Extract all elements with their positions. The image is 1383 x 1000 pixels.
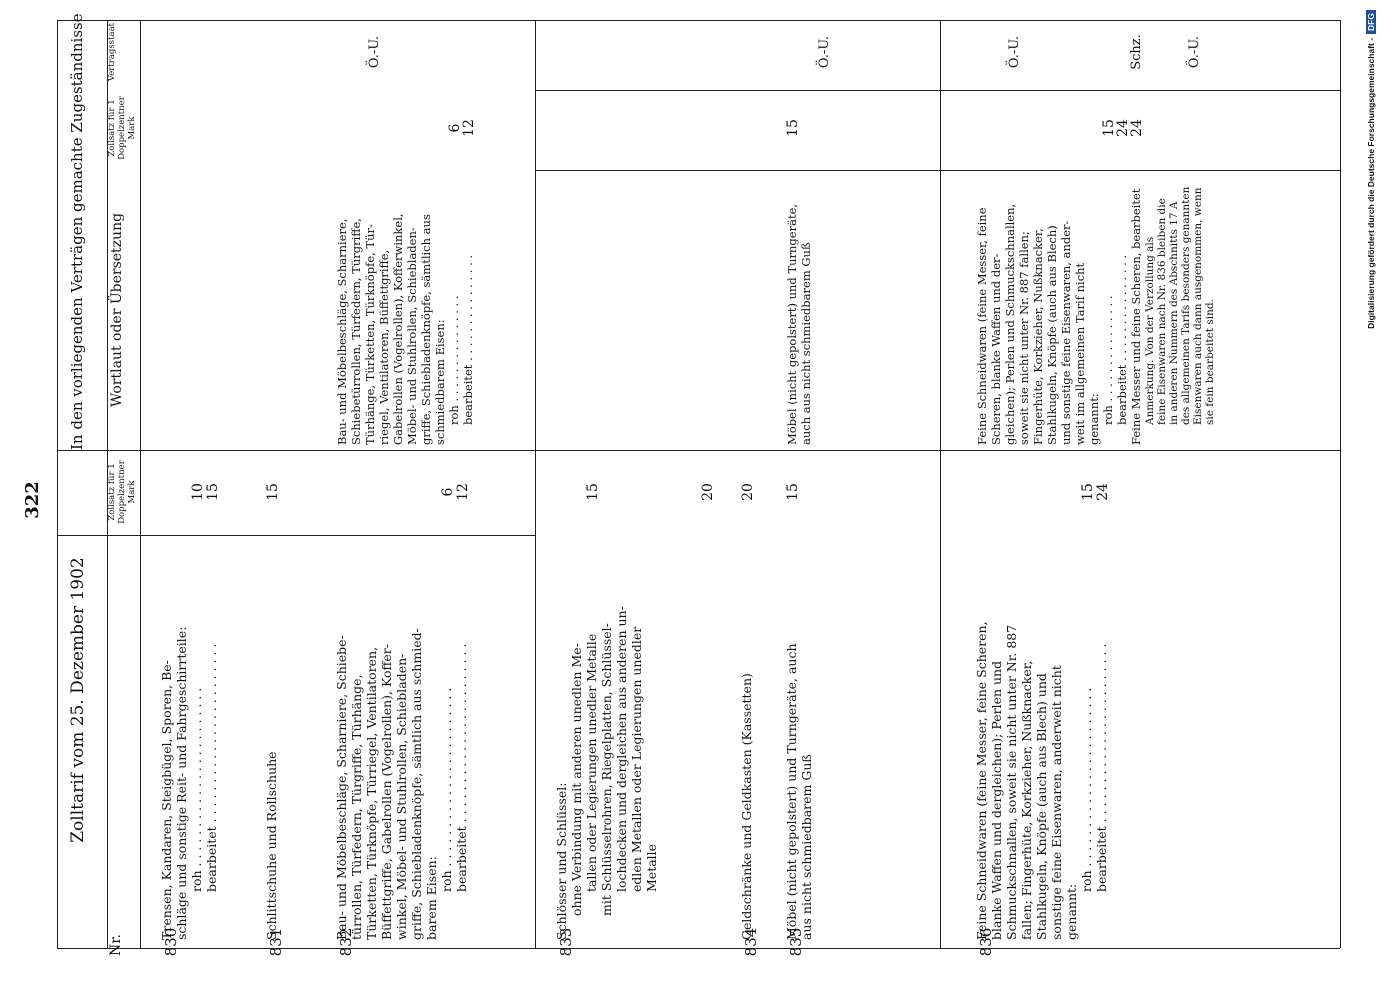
credit-frame <box>1366 10 1380 990</box>
row-836-sub-rate-0: 15 <box>1080 483 1096 501</box>
row-831-rate: 15 <box>265 483 281 501</box>
col-treaty-state-header-frame <box>107 22 137 82</box>
rule-bottom <box>140 948 1340 949</box>
row-836-note-5: sie fein bearbeitet sind. <box>1204 299 1216 425</box>
row-835-text-1-frame <box>800 540 816 940</box>
row-836-sub-1-frame <box>1095 540 1111 892</box>
rule-left-block-right <box>57 450 535 451</box>
row-833-subline-1: tallen oder Legierungen unedler Metalle <box>584 633 599 892</box>
row-830-sub-0: roh . . . . . . . . . . . . . . . . . . . . . . . <box>189 687 204 892</box>
row-833-subline-4: edlen Metallen oder Legierungen unedler <box>629 626 644 892</box>
row-832-right-sub-rate-1: 12 <box>461 119 477 137</box>
col-nr-header: Nr. <box>108 934 124 956</box>
row-nr-832: 832 <box>337 927 355 957</box>
row-832-right-sub-rate-0: 6 <box>447 123 463 133</box>
row-835-right-rate: 15 <box>785 119 801 137</box>
row-832-state: Ö.-U. <box>367 35 382 69</box>
col-wording-header: Wortlaut oder Übersetzung <box>109 212 125 408</box>
row-836-text-4: Stahlkugeln, Knöpfe (auch aus Blech) und <box>1034 673 1049 940</box>
rule-header-left <box>57 20 58 948</box>
row-835-right-text-0: Möbel (nicht gepolstert) und Turngeräte, <box>785 203 799 445</box>
row-832-right-sub-1-frame <box>461 175 477 425</box>
credit-text <box>1366 10 1380 990</box>
row-nr-830: 830 <box>162 927 180 957</box>
rule-left <box>140 20 141 948</box>
row-833-subline-0: ohne Verbindung mit anderen unedlen Me- <box>569 643 584 916</box>
row-832-sub-rate-1: 12 <box>455 483 471 501</box>
row-836-state: Ö.-U. <box>1007 35 1022 69</box>
row-830-sub-rate-0-frame <box>190 472 206 512</box>
row-835-text-0: Möbel (nicht gepolstert) und Turngeräte, auch <box>784 643 799 940</box>
row-836-right-sub-rate-0: 15 <box>1101 119 1117 137</box>
row-836-note-2: in anderen Nummern des Abschnitts 17 A <box>1168 201 1180 425</box>
row-833-rate-1-frame <box>700 472 716 512</box>
row-832-text-2: Türketten, Türknöpfe, Türriegel, Ventilatoren, <box>364 646 379 940</box>
left-table-title-frame <box>68 490 92 910</box>
row-830-text-0: Trensen, Kandaren, Steigbügel, Sporen, Be- <box>159 660 174 940</box>
credit-label: Digitalisierung gefördert durch die Deutsche Forschungsgemeinschaft - <box>1366 37 1376 329</box>
left-table-title: Zolltarif vom 25. Dezember 1902 <box>68 557 88 843</box>
row-833-subline-5-frame <box>645 540 661 892</box>
row-nr-836: 836 <box>977 927 995 957</box>
row-835-rate: 15 <box>785 483 801 501</box>
row-836-text-6: genannt: <box>1064 883 1079 940</box>
rule-right-rate-top <box>535 90 1340 91</box>
row-836-note-1: feine Eisenwaren nach Nr. 836 bleiben die <box>1156 198 1168 425</box>
rule-right-row-sep <box>535 450 1340 451</box>
row-836-sub-1: bearbeitet . . . . . . . . . . . . . . . . . . . . . . . <box>1094 643 1109 892</box>
row-836-right-text-8: genannt: <box>1087 393 1101 445</box>
col-rate-header: Zollsatz für 1 Doppelzentner Mark <box>107 460 137 524</box>
page-number: 322 <box>22 481 43 519</box>
row-836-extra-line-frame <box>1129 175 1145 445</box>
row-830-sub-1: bearbeitet . . . . . . . . . . . . . . . . . . . . . . . <box>204 643 219 892</box>
row-836-note-state-frame <box>1187 27 1203 77</box>
row-835-rate-frame <box>785 472 801 512</box>
right-table-title: In den vorliegenden Verträgen gemachte Zugeständnisse <box>68 13 86 450</box>
rule-mid-split <box>535 20 536 450</box>
row-832-right-text-4: Gabelrollen (Vogelrollen), Kofferwinkel, <box>391 213 405 445</box>
row-836-text-3: fallen; Fingerhüte, Korkzieher, Nußknacker, <box>1019 660 1034 940</box>
row-832-text-1: türrollen, Türfedern, Türgriffe, Türhänge, <box>349 674 364 940</box>
row-832-sub-rate-0: 6 <box>440 487 456 497</box>
row-836-note-5-frame <box>1204 175 1218 425</box>
row-836-note-state: Ö.-U. <box>1187 35 1202 69</box>
row-836-sub-rate-1-frame <box>1095 472 1111 512</box>
row-836-right-text-3: soweit sie nicht unter Nr. 887 fallen; <box>1017 231 1031 445</box>
row-833-subline-2: mit Schlüsselrohren, Riegelplatten, Schlüssel- <box>599 623 614 916</box>
col-rate-header-frame <box>107 452 137 532</box>
row-833-rate-1: 20 <box>700 483 716 501</box>
row-832-state-frame <box>367 27 383 77</box>
rule-end <box>1340 20 1341 948</box>
col-treaty-state-header: Vertragsstaat <box>107 22 117 82</box>
row-836-extra-state: Schz. <box>1129 34 1144 70</box>
row-836-right-text-2: gleichen); Perlen und Schmuckschnallen, <box>1003 203 1017 445</box>
row-836-extra-line: Feine Messer und feine Scheren, bearbeitet <box>1129 188 1143 445</box>
row-834-rate-frame <box>740 472 756 512</box>
row-836-right-text-7: weit im allgemeinen Tarif nicht <box>1073 262 1087 445</box>
row-836-extra-rate-frame <box>1129 108 1145 148</box>
row-836-right-sub-1: bearbeitet . . . . . . . . . . . . . . . <box>1115 254 1129 425</box>
row-830-sub-rate-1-frame <box>205 472 221 512</box>
row-nr-831: 831 <box>267 927 285 957</box>
row-834-text-0-frame <box>740 540 756 940</box>
row-833-subline-5: Metalle <box>644 843 659 892</box>
row-836-right-text-6: und sonstige feine Eisenwaren, ander- <box>1059 220 1073 445</box>
page-number-frame <box>22 470 52 530</box>
row-832-right-text-1: Schiebetürrollen, Türfedern, Türgriffe, <box>349 218 363 445</box>
row-836-sub-rate-1: 24 <box>1095 483 1111 501</box>
row-831-text-0: Schlittschuhe und Rollschuhe <box>264 751 279 940</box>
row-833-subline-4-frame <box>630 540 646 892</box>
row-832-right-text-2: Türhänge, Türketten, Türknöpfe, Tür- <box>363 224 377 445</box>
row-836-note-0: Anmerkung. Von der Verzollung als <box>1144 236 1156 425</box>
row-832-right-text-7: schmiedbarem Eisen: <box>433 319 447 445</box>
row-835-text-1: aus nicht schmiedbarem Guß <box>799 754 814 940</box>
row-835-right-text-1-frame <box>799 175 815 445</box>
row-836-text-0: Feine Schneidwaren (feine Messer, feine Scheren, <box>974 621 989 940</box>
row-836-text-2: Schmuckschnallen, soweit sie nicht unter Nr. 887 <box>1004 624 1019 940</box>
col-wording-header-frame <box>109 190 135 430</box>
row-836-right-text-5: Stahlkugeln, Knöpfe (auch aus Blech) <box>1045 225 1059 445</box>
row-831-text-0-frame <box>265 540 281 940</box>
row-833-rate-0-frame <box>585 472 601 512</box>
row-832-sub-0: roh . . . . . . . . . . . . . . . . . . . . . . . <box>439 687 454 892</box>
row-832-text-0: Bau- und Möbelbeschläge, Scharniere, Schiebe- <box>334 635 349 940</box>
row-836-sub-0: roh . . . . . . . . . . . . . . . . . . . . . . . <box>1079 687 1094 892</box>
row-835-state-frame <box>817 27 833 77</box>
right-table-title-frame <box>68 13 92 450</box>
row-835-state: Ö.-U. <box>817 35 832 69</box>
row-832-right-text-5: Möbel- und Stuhlrollen, Schiebladen- <box>405 227 419 445</box>
row-832-text-4: winkel, Möbel- und Stuhlrollen, Schiebladen- <box>394 653 409 940</box>
row-836-right-text-1: Scheren, blanke Waffen und der- <box>989 253 1003 445</box>
row-834-rate: 20 <box>740 483 756 501</box>
rule-mid-split-low <box>535 450 536 948</box>
dfg-badge: DFG <box>1366 10 1376 34</box>
row-831-rate-frame <box>265 472 281 512</box>
row-832-sub-rate-1-frame <box>455 472 471 512</box>
row-836-right-text-4: Fingerhüte, Korkzieher, Nußknacker, <box>1031 228 1045 445</box>
col-rate-right-header: Zollsatz für 1 Doppelzentner Mark <box>107 96 137 160</box>
row-832-sub-1-frame <box>455 540 471 892</box>
row-832-text-3: Büffettgriffe, Gabelrollen (Vogelrollen), Koffer- <box>379 644 394 940</box>
row-832-right-sub-1: bearbeitet . . . . . . . . . . . . . . . <box>461 254 475 425</box>
row-830-sub-1-frame <box>205 540 221 892</box>
row-836-text-1: blanke Waffen und dergleichen); Perlen und <box>989 660 1004 940</box>
row-nr-834: 834 <box>742 927 760 957</box>
row-836-text-5-frame <box>1050 540 1066 940</box>
row-832-right-sub-0: roh . . . . . . . . . . . . . . . <box>447 295 461 425</box>
col-nr-header-frame <box>108 925 136 965</box>
row-833-rate-0: 15 <box>585 483 601 501</box>
row-830-text-1: schläge und sonstige Reit- und Fahrgeschirrteile: <box>174 626 189 940</box>
row-nr-835: 835 <box>787 927 805 957</box>
row-836-state-frame <box>1007 27 1023 77</box>
row-836-sub-rate-0-frame <box>1080 472 1096 512</box>
row-835-right-rate-frame <box>785 108 801 148</box>
row-836-right-sub-0: roh . . . . . . . . . . . . . . . <box>1101 295 1115 425</box>
rule-right-lower <box>940 20 941 948</box>
col-rate-right-header-frame <box>107 90 137 166</box>
row-836-note-3: des allgemeinen Tarifs besonders genannten <box>1180 186 1192 425</box>
rule-top <box>140 20 1340 21</box>
row-835-right-text-1: auch aus nicht schmiedbarem Guß <box>799 242 813 445</box>
row-832-right-text-0: Bau- und Möbelbeschläge, Scharniere, <box>335 218 349 445</box>
row-836-extra-rate: 24 <box>1129 119 1145 137</box>
rule-right-text-top <box>535 170 1340 171</box>
row-836-right-text-0: Feine Schneidwaren (feine Messer, feine <box>975 207 989 445</box>
row-833-text-0: Schlösser und Schlüssel: <box>554 782 569 940</box>
row-836-note-4: Eisenwaren auch dann ausgenommen, wenn <box>1192 187 1204 425</box>
row-830-sub-rate-0: 10 <box>190 483 206 501</box>
row-832-right-sub-rate-1-frame <box>461 108 477 148</box>
row-836-text-5: sonstige feine Eisenwaren, anderweit nicht <box>1049 665 1064 940</box>
row-832-right-text-3: riegel, Ventilatoren, Büffettgriffe, <box>377 249 391 445</box>
row-830-sub-rate-1: 15 <box>205 483 221 501</box>
row-836-right-sub-rate-1: 24 <box>1115 119 1131 137</box>
row-836-extra-state-frame <box>1129 27 1145 77</box>
rule-left-block-rate <box>57 535 535 536</box>
row-832-sub-rate-0-frame <box>440 472 456 512</box>
row-834-text-0: Geldschränke und Geldkasten (Kassetten) <box>739 673 754 940</box>
row-832-text-6: barem Eisen: <box>424 856 439 940</box>
row-832-text-5: griffe, Schiebladenknöpfe, sämtlich aus schmied- <box>409 628 424 940</box>
row-832-right-text-6: griffe, Schiebladenknöpfe, sämtlich aus <box>419 214 433 445</box>
row-832-sub-1: bearbeitet . . . . . . . . . . . . . . . . . . . . . . . <box>454 643 469 892</box>
row-833-subline-3: lochdecken und dergleichen aus anderen un- <box>614 606 629 892</box>
row-nr-833: 833 <box>557 927 575 957</box>
